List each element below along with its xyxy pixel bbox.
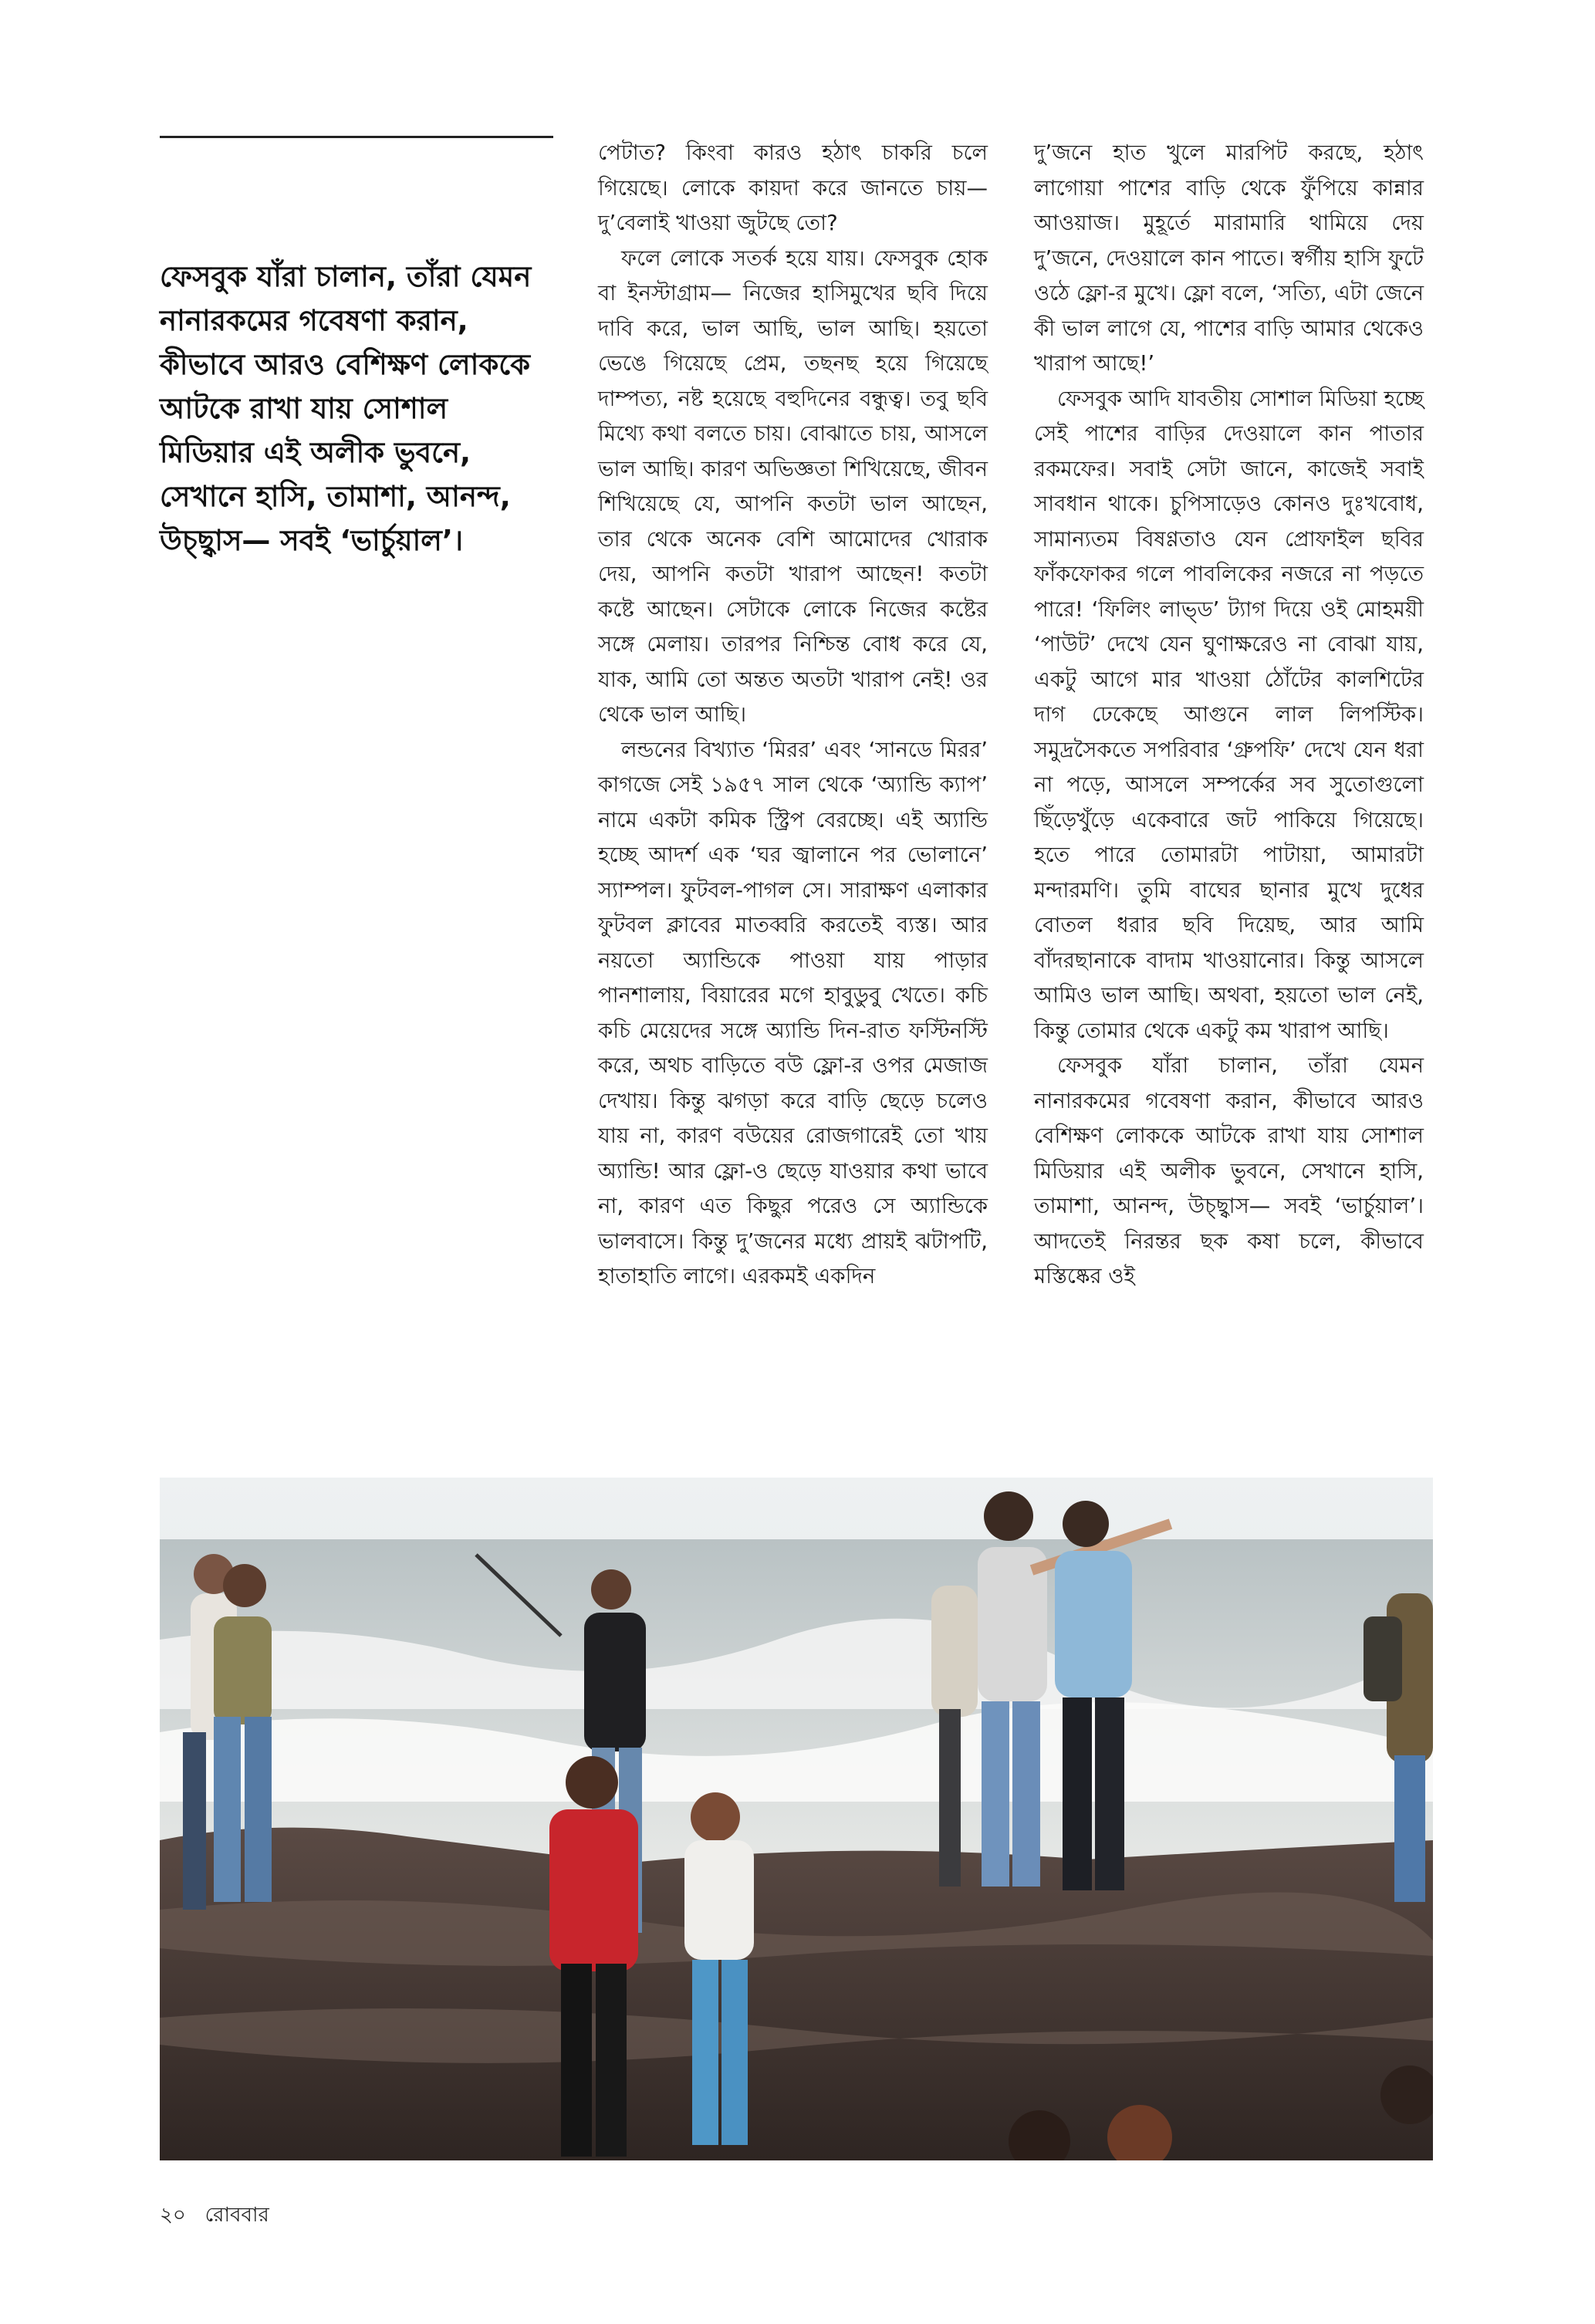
paragraph: লন্ডনের বিখ্যাত ‘মিরর’ এবং ‘সানডে মিরর’ কাগজে সেই ১৯৫৭ সাল থেকে ‘অ্যান্ডি ক্যাপ’ নামে একটা কমিক স্ট্রিপ বেরচ্ছে। এই অ্যান্ডি হচ্ছে আদর্শ এক ‘ঘর জ্বালানে পর ভোলানে’ স্যাম্পল। ফুটবল-পাগল সে। সারাক্ষণ এলাকার ফুটবল ক্লাবের মাতব্বরি করতেই ব্যস্ত। আর নয়তো অ্যান্ডিকে পাওয়া যায় পাড়ার পানশালায়, বিয়ারের মগে হাবুডুবু খেতে। কচি কচি মেয়েদের সঙ্গে অ্যান্ডি দিন-রাত ফস্টিনস্টি করে, অথচ বাড়িতে বউ ফ্লো-র ওপর মেজাজ দেখায়। কিন্তু ঝগড়া করে বাড়ি ছেড়ে চলেও যায় না, কারণ বউয়ের রোজগারেই তো খায় অ্যান্ডি! আর ফ্লো-ও ছেড়ে যাওয়ার কথা ভাবে না, কারণ এত কিছুর পরেও সে অ্যান্ডিকে ভালবাসে। কিন্তু দু’জনের মধ্যে প্রায়ই ঝটাপটি, হাতাহাতি লাগে। এরকমই একদিন: [598, 737, 988, 1289]
article-column-1: [598, 136, 988, 1295]
article-column-2: [1034, 136, 1424, 1295]
beach-selfie-photo: [160, 1478, 1433, 2160]
pull-quote: ফেসবুক যাঁরা চালান, তাঁরা যেমন নানারকমের গবেষণা করান, কীভাবে আরও বেশিক্ষণ লোককে আটকে রাখা যায় সোশাল মিডিয়ার এই অলীক ভুবনে, সেখানে হাসি, তামাশা, আনন্দ, উচ্ছ্বাস— সবই ‘ভার্চুয়াল’।: [160, 260, 532, 557]
page-number: ২০: [160, 2204, 186, 2227]
pullquote-rule: [160, 136, 553, 138]
magazine-name: রোববার: [204, 2204, 269, 2227]
paragraph: ফেসবুক আদি যাবতীয় সোশাল মিডিয়া হচ্ছে সেই পাশের বাড়ির দেওয়ালে কান পাতার রকমফের। সবাই সেটা জানে, কাজেই সবাই সাবধান থাকে। চুপিসাড়েও কোনও দুঃখবোধ, সামান্যতম বিষণ্ণতাও যেন প্রোফাইল ছবির ফাঁকফোকর গলে পাবলিকের নজরে না পড়তে পারে! ‘ফিলিং লাভ্‌ড’ ট্যাগ দিয়ে ওই মোহময়ী ‘পাউট’ দেখে যেন ঘুণাক্ষরেও না বোঝা যায়, একটু আগে মার খাওয়া ঠোঁটের কালশিটের দাগ ঢেকেছে আগুনে লাল লিপস্টিক। সমুদ্রসৈকতে সপরিবার ‘গ্রুপফি’ দেখে যেন ধরা না পড়ে, আসলে সম্পর্কের সব সুতোগুলো ছিঁড়েখুঁড়ে একেবারে জট পাকিয়ে গিয়েছে। হতে পারে তোমারটা পাটায়া, আমারটা মন্দারমণি। তুমি বাঘের ছানার মুখে দুধের বোতল ধরার ছবি দিয়েছ, আর আমি বাঁদরছানাকে বাদাম খাওয়ানোর। কিন্তু আসলে আমিও ভাল আছি। অথবা, হয়তো ভাল নেই, কিন্তু তোমার থেকে একটু কম খারাপ আছি।: [1034, 386, 1424, 1043]
paragraph: ফলে লোকে সতর্ক হয়ে যায়। ফেসবুক হোক বা ইনস্টাগ্রাম— নিজের হাসিমুখের ছবি দিয়ে দাবি করে, ভাল আছি, ভাল আছি। হয়তো ভেঙে গিয়েছে প্রেম, তছনছ হয়ে গিয়েছে দাম্পত্য, নষ্ট হয়েছে বহুদিনের বন্ধুত্ব। তবু ছবি মিথ্যে কথা বলতে চায়। বোঝাতে চায়, আসলে ভাল আছি। কারণ অভিজ্ঞতা শিখিয়েছে, জীবন শিখিয়েছে যে, আপনি কতটা ভাল আছেন, তার থেকে অনেক বেশি আমোদের খোরাক দেয়, আপনি কতটা খারাপ আছেন! কতটা কষ্টে আছেন। সেটাকে লোকে নিজের কষ্টের সঙ্গে মেলায়। তারপর নিশ্চিন্ত বোধ করে যে, যাক, আমি তো অন্তত অতটা খারাপ নেই! ওর থেকে ভাল আছি।: [598, 245, 988, 727]
paragraph: ফেসবুক যাঁরা চালান, তাঁরা যেমন নানারকমের গবেষণা করান, কীভাবে আরও বেশিক্ষণ লোককে আটকে রাখা যায় সোশাল মিডিয়ার এই অলীক ভুবনে, সেখানে হাসি, তামাশা, আনন্দ, উচ্ছ্বাস— সবই ‘ভার্চুয়াল’। আদতেই নিরন্তর ছক কষা চলে, কীভাবে মস্তিষ্কের ওই: [1034, 1053, 1424, 1289]
paragraph: দু’জনে হাত খুলে মারপিট করছে, হঠাৎ লাগোয়া পাশের বাড়ি থেকে ফুঁপিয়ে কান্নার আওয়াজ। মুহূর্তে মারামারি থামিয়ে দেয় দু’জনে, দেওয়ালে কান পাতে। স্বর্গীয় হাসি ফুটে ওঠে ফ্লো-র মুখে। ফ্লো বলে, ‘সত্যি, এটা জেনে কী ভাল লাগে যে, পাশের বাড়ি আমার থেকেও খারাপ আছে!’: [1034, 140, 1424, 376]
page-footer: [160, 2199, 269, 2233]
paragraph: পেটাত? কিংবা কারও হঠাৎ চাকরি চলে গিয়েছে। লোকে কায়দা করে জানতে চায়— দু’বেলাই খাওয়া জুটছে তো?: [598, 140, 988, 235]
